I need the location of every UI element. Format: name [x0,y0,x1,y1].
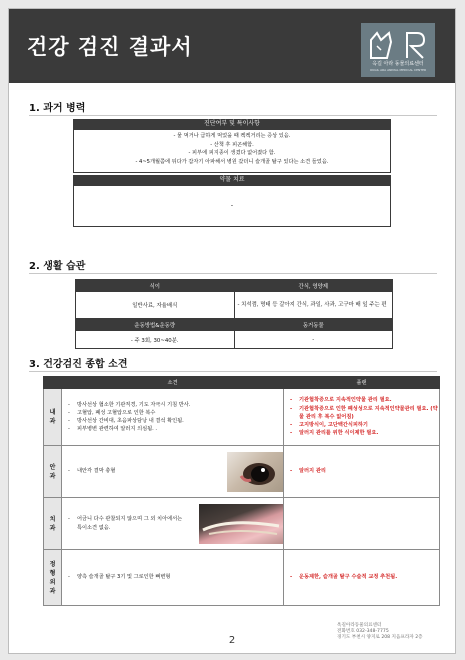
page-title: 건강 검진 결과서 [27,35,193,59]
history-list [74,130,390,166]
finding-item: - 고혈압, 폐성 고혈압으로 인한 복수 [68,409,283,417]
plan-cell [284,446,440,498]
finding-item: - 방사선상 간비대, 초음파상담낭 내 결석 확인됨. [68,417,283,425]
findings-cell [62,550,284,606]
clinic-address: 옥길아라동물의료센터 전화번호 032-348-7775 경기도 부천시 양지로 208 지음프라자 2층 [337,623,423,640]
section-title-summary: 3. 건강검진 종합 소견 [29,359,128,370]
report-header [9,9,455,83]
page-number: 2 [228,635,236,646]
summary-table [43,376,440,606]
summary-corner [44,377,62,389]
pets-header: 동거동물 [234,319,393,331]
plan-item: - 기관협착증으로 지속적인약물 관리 필요. [290,396,439,404]
history-item: - 피부에 피지종이 생겼다 없어졌다 함. [188,150,276,157]
diet-value: 일반사료, 자율배식 [76,292,235,319]
findings-cell [62,446,284,498]
plan-item: - 고지방식이, 고단백간식피하기 [290,421,439,429]
diet-header: 식이 [76,280,235,292]
row-label: 안과 [44,446,62,498]
exercise-header: 운동방법&운동량 [76,319,235,331]
lifestyle-table [75,279,393,349]
plan-item: - 운동제한, 슬개골 탈구 수술적 교정 추천됨. [290,573,439,581]
snack-value: - 치석껌, 명태 등 갈아지 간식, 과일, 사과, 고구마 배 잎 주는 편 [234,292,393,319]
finding-item: - 방사선상 협소한 기관직경, 기도 자극시 기침 반사. [68,401,283,409]
finding-item: - 어금니 다수 관찰되지 않으며 그 외 치아에서는 특이소견 없음. [68,515,188,531]
summary-row-internal [44,389,440,446]
meds-header: 약물 치료 [73,175,391,185]
history-item: - 4~5개월쯤에 뒤다가 갑자기 아파해서 병원 갔더니 슬개골 탈구 있다는 소견 들었음. [135,158,329,165]
history-header: 진단여부 및 특이사항 [73,119,391,129]
section-title-history: 1. 과거 병력 [29,103,86,114]
plan-cell [284,498,440,550]
section-divider [29,115,437,116]
plan-cell [284,550,440,606]
summary-row-eye [44,446,440,498]
history-item: - 산책 후 피곤해함. [210,141,254,148]
history-box [73,129,391,173]
section-divider [29,273,437,274]
pets-value: - [234,331,393,349]
findings-cell [62,389,284,446]
section-title-lifestyle: 2. 생활 습관 [29,261,86,272]
row-label: 치과 [44,498,62,550]
summary-row-ortho [44,550,440,606]
plan-cell [284,389,440,446]
finding-item: - 양측 슬개골 탈구 3기 및 그로인한 뼈변형 [68,573,283,581]
row-label: 내과 [44,389,62,446]
plan-item: - 알러지 관리 [290,467,439,475]
report-page [8,8,456,654]
exercise-value: - 주 3회, 30~40분. [76,331,235,349]
dental-photo [199,504,283,544]
section-divider [29,371,437,372]
logo-mark-icon [367,29,429,61]
eye-photo [227,452,283,492]
finding-item: - 내안각 결막 충혈 [68,467,115,475]
snack-header: 간식, 영양제 [234,280,393,292]
findings-header: 소견 [62,377,284,389]
plan-header: 플랜 [284,377,440,389]
row-label: 정형외과 [44,550,62,606]
clinic-logo: 옥길 아라 동물의료센터 OKGIL ARA ANIMAL MEDICAL CENTER [361,23,435,77]
plan-item: - 기관협착증으로 인한 폐성성으로 지속적인약물관리 필요. (약물 관리 후 복수 없어짐) [290,405,439,421]
plan-item: - 알러지 관리를 위한 식이제한 필요. [290,429,439,437]
summary-row-dental [44,498,440,550]
meds-box: - [73,185,391,227]
history-item: - 물 먹거나 급하게 먹었을 때 켁켁거리는 증상 있음. [173,133,291,139]
finding-item: - 피부병변 관련하여 알러지 의심됨. . [68,425,283,433]
findings-cell [62,498,284,550]
